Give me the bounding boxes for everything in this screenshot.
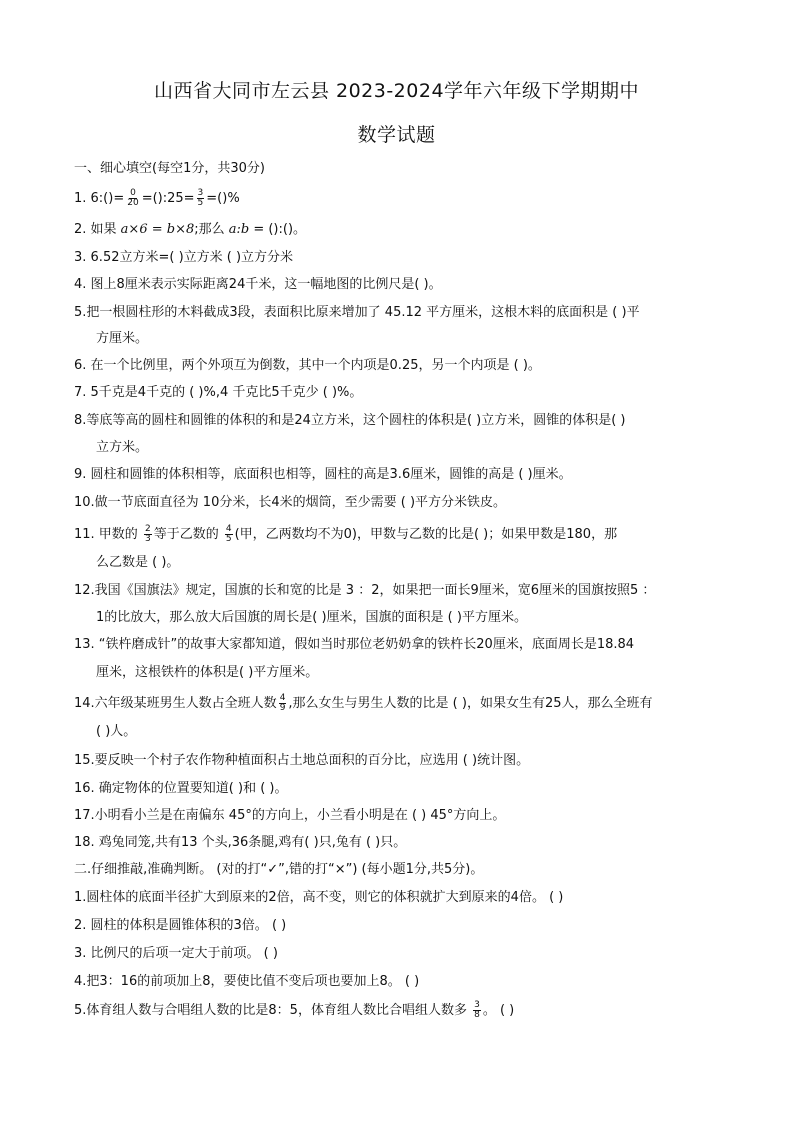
question-13-cont: 厘米，这根铁杵的体积是( )平方厘米。: [96, 665, 319, 680]
question-5-cont: 方厘米。: [96, 331, 149, 346]
question-13: 13. “铁杵磨成针”的故事大家都知道，假如当时那位老奶奶拿的铁杵长20厘米，底面周长是18.84: [74, 637, 635, 652]
question-11: 11. 甲数的 $\frac{2}{3}$ 等于乙数的 $\frac{4}{5}$ (甲，乙两数均不为0)，甲数与乙数的比是( )；如果甲数是180，那: [74, 524, 618, 544]
question-9: 9. 圆柱和圆锥的体积相等，底面积也相等，圆柱的高是3.6厘米，圆锥的高是 ( )厘米。: [74, 467, 572, 482]
question-12-cont: 1的比放大，那么放大后国旗的周长是( )厘米，国旗的面积是 ( )平方厘米。: [96, 610, 527, 625]
exam-subtitle: 数学试题: [357, 124, 436, 146]
question-14-cont: ( )人。: [96, 724, 137, 739]
question-18: 18. 鸡兔同笼,共有13 个头,36条腿,鸡有( )只,兔有 ( )只。: [74, 835, 407, 850]
question-3: 3. 6.52立方米=( )立方米 ( )立方分米: [74, 250, 294, 265]
question-12: 12.我国《国旗法》规定，国旗的长和宽的比是 3 ：2，如果把一面长9厘米，宽6厘米的国旗按照5 ：: [74, 583, 656, 598]
question-4: 4. 图上8厘米表示实际距离24千米，这一幅地图的比例尺是( )。: [74, 277, 442, 292]
section2-heading: 二.仔细推敲,准确判断。 (对的打“✓”,错的打“×”) (每小题1分,共5分)。: [74, 862, 484, 877]
judge-question-5: 5.体育组人数与合唱组人数的比是8：5，体育组人数比合唱组人数多 $\frac{3}{8}$ 。 ( ): [74, 1000, 515, 1020]
question-8-cont: 立方米。: [96, 440, 149, 455]
fraction: $\frac{3}{8}$: [474, 1000, 480, 1020]
judge-question-1: 1.圆柱体的底面半径扩大到原来的2倍，高不变，则它的体积就扩大到原来的4倍。 ( ): [74, 890, 564, 905]
question-17: 17.小明看小兰是在南偏东 45°的方向上，小兰看小明是在 ( ) 45°方向上。: [74, 808, 506, 823]
question-1: 1. 6:()= $\frac{0}{20}$ =():25= $\frac{3}{5}$ =()%: [74, 188, 240, 208]
question-6: 6. 在一个比例里，两个外项互为倒数，其中一个内项是0.25，另一个内项是 ( )。: [74, 358, 541, 373]
judge-question-4: 4.把3：16的前项加上8，要使比值不变后项也要加上8。 ( ): [74, 974, 420, 989]
question-14: 14.六年级某班男生人数占全班人数 $\frac{4}{9}$ ,那么女生与男生人数的比是 ( )，如果女生有25人，那么全班有: [74, 693, 653, 713]
fraction: $\frac{3}{5}$: [197, 188, 204, 208]
fraction: $\frac{4}{9}$: [279, 693, 286, 713]
question-7: 7. 5千克是4千克的 ( )%,4 千克比5千克少 ( )%。: [74, 385, 363, 400]
fraction: $\frac{4}{5}$: [225, 524, 232, 544]
fraction: $\frac{0}{20}$: [127, 188, 139, 208]
question-10: 10.做一节底面直径为 10分米，长4米的烟筒，至少需要 ( )平方分米铁皮。: [74, 495, 507, 510]
fraction: $\frac{2}{3}$: [144, 524, 151, 544]
judge-question-3: 3. 比例尺的后项一定大于前项。 ( ): [74, 946, 278, 961]
question-15: 15.要反映一个村子农作物种植面积占土地总面积的百分比，应选用 ( )统计图。: [74, 753, 530, 768]
question-16: 16. 确定物体的位置要知道( )和 ( )。: [74, 781, 288, 796]
section1-heading: 一、细心填空(每空1分，共30分): [74, 161, 265, 176]
judge-question-2: 2. 圆柱的体积是圆锥体积的3倍。 ( ): [74, 918, 287, 933]
exam-title: 山西省大同市左云县 2023-2024学年六年级下学期期中: [153, 80, 640, 102]
question-2: 2. 如果 a×6 = b×8;那么 a:b = ():()。: [74, 222, 307, 237]
question-5: 5.把一根圆柱形的木料截成3段，表面积比原来增加了 45.12 平方厘米，这根木料的底面积是 ( )平: [74, 305, 640, 320]
question-11-cont: 么乙数是 ( )。: [96, 555, 180, 570]
question-8: 8.等底等高的圆柱和圆锥的体积的和是24立方米，这个圆柱的体积是( )立方米，圆锥的体积是( ): [74, 413, 626, 428]
